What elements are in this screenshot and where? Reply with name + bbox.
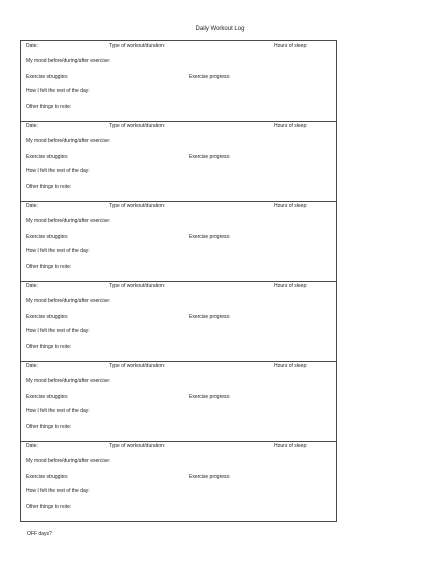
workout-type-label: Type of workout/duration: xyxy=(109,123,166,129)
struggles-label: Exercise struggles: xyxy=(26,314,69,320)
rest-of-day-label: How I felt the rest of the day: xyxy=(26,488,90,494)
progress-label: Exercise progress: xyxy=(189,474,231,480)
date-label: Date: xyxy=(26,203,38,209)
rest-of-day-label: How I felt the rest of the day: xyxy=(26,168,90,174)
mood-label: My mood before/during/after exercise: xyxy=(26,138,111,144)
date-label: Date: xyxy=(26,123,38,129)
other-notes-label: Other things to note: xyxy=(26,344,72,350)
rest-of-day-label: How I felt the rest of the day: xyxy=(26,248,90,254)
date-label: Date: xyxy=(26,283,38,289)
mood-label: My mood before/during/after exercise: xyxy=(26,58,111,64)
progress-label: Exercise progress: xyxy=(189,394,231,400)
workout-type-label: Type of workout/duration: xyxy=(109,203,166,209)
mood-label: My mood before/during/after exercise: xyxy=(26,218,111,224)
struggles-label: Exercise struggles: xyxy=(26,394,69,400)
struggles-label: Exercise struggles: xyxy=(26,234,69,240)
workout-type-label: Type of workout/duration: xyxy=(109,43,166,49)
log-entry-2 xyxy=(20,122,337,202)
log-entry-6 xyxy=(20,442,337,522)
struggles-label: Exercise struggles: xyxy=(26,154,69,160)
date-label: Date: xyxy=(26,43,38,49)
rest-of-day-label: How I felt the rest of the day: xyxy=(26,88,90,94)
rest-of-day-label: How I felt the rest of the day: xyxy=(26,328,90,334)
progress-label: Exercise progress: xyxy=(189,74,231,80)
sleep-hours-label: Hours of sleep: xyxy=(274,43,308,49)
progress-label: Exercise progress: xyxy=(189,314,231,320)
log-entry-5 xyxy=(20,362,337,442)
workout-type-label: Type of workout/duration: xyxy=(109,443,166,449)
sleep-hours-label: Hours of sleep: xyxy=(274,283,308,289)
other-notes-label: Other things to note: xyxy=(26,424,72,430)
workout-type-label: Type of workout/duration: xyxy=(109,283,166,289)
workout-log-table xyxy=(20,40,337,522)
other-notes-label: Other things to note: xyxy=(26,504,72,510)
page-title: Daily Workout Log xyxy=(195,26,245,32)
other-notes-label: Other things to note: xyxy=(26,264,72,270)
rest-of-day-label: How I felt the rest of the day: xyxy=(26,408,90,414)
mood-label: My mood before/during/after exercise: xyxy=(26,458,111,464)
date-label: Date: xyxy=(26,363,38,369)
log-entry-1 xyxy=(20,40,337,122)
mood-label: My mood before/during/after exercise: xyxy=(26,298,111,304)
log-entry-4 xyxy=(20,282,337,362)
workout-type-label: Type of workout/duration: xyxy=(109,363,166,369)
progress-label: Exercise progress: xyxy=(189,154,231,160)
date-label: Date: xyxy=(26,443,38,449)
progress-label: Exercise progress: xyxy=(189,234,231,240)
sleep-hours-label: Hours of sleep: xyxy=(274,363,308,369)
sleep-hours-label: Hours of sleep: xyxy=(274,443,308,449)
off-days-note: OFF days? xyxy=(27,531,52,537)
sleep-hours-label: Hours of sleep: xyxy=(274,123,308,129)
other-notes-label: Other things to note: xyxy=(26,104,72,110)
mood-label: My mood before/during/after exercise: xyxy=(26,378,111,384)
struggles-label: Exercise struggles: xyxy=(26,474,69,480)
sleep-hours-label: Hours of sleep: xyxy=(274,203,308,209)
other-notes-label: Other things to note: xyxy=(26,184,72,190)
log-entry-3 xyxy=(20,202,337,282)
struggles-label: Exercise struggles: xyxy=(26,74,69,80)
